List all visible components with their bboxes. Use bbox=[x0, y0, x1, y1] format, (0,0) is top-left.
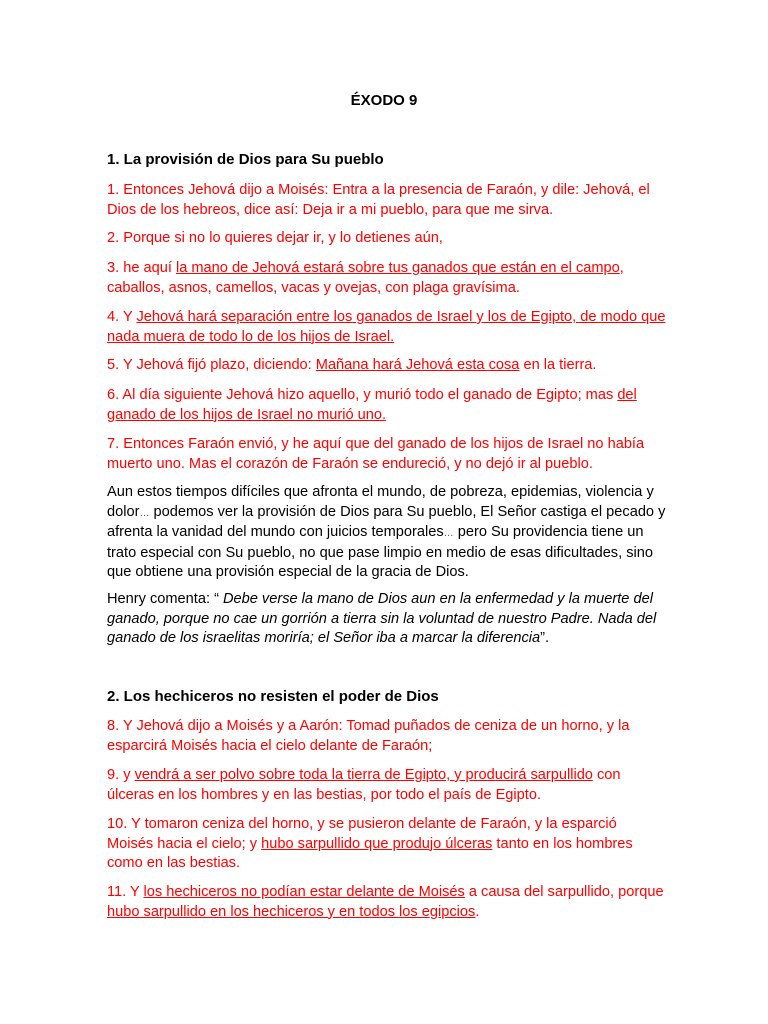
henry-quote-paragraph bbox=[107, 590, 667, 649]
verse-11-end: . bbox=[475, 903, 480, 920]
verse-6-underlined: del ganado de los hijos de Israel no murió uno. bbox=[107, 387, 637, 423]
verse-4 bbox=[107, 308, 667, 347]
verse-11 bbox=[107, 883, 667, 922]
verse-6 bbox=[107, 386, 667, 425]
ellipsis-1: … bbox=[139, 507, 150, 519]
verse-3-rest: , caballos, asnos, camellos, vacas y ovejas, con plaga gravísima. bbox=[107, 260, 624, 296]
commentary-paragraph bbox=[107, 483, 667, 583]
verse-11-underlined-2: hubo sarpullido en los hechiceros y en todos los egipcios bbox=[107, 903, 476, 920]
verse-10-rest: tanto en los hombres como en las bestias. bbox=[107, 835, 633, 872]
page-title: ÉXODO 9 bbox=[350, 92, 418, 109]
verse-5-underlined: Mañana hará Jehová esta cosa bbox=[315, 357, 520, 373]
verse-10 bbox=[107, 815, 667, 874]
verse-9 bbox=[107, 766, 667, 805]
verse-10-underlined: hubo sarpullido que produjo úlceras bbox=[261, 835, 493, 852]
verse-10-number: 10. Y tomaron ceniza del horno, y se pusieron delante de Faraón, y la esparció Moisés hacia el cielo; y bbox=[107, 816, 617, 852]
verse-5-rest: en la tierra. bbox=[519, 357, 597, 373]
section-2-heading: 2. Los hechiceros no resisten el poder de Dios bbox=[107, 688, 439, 705]
verse-9-rest: con úlceras en los hombres y en las bestias, por todo el país de Egipto. bbox=[107, 767, 621, 803]
verse-8: 8. Y Jehová dijo a Moisés y a Aarón: Tomad puñados de ceniza de un horno, y la esparcirá Moisés hacia el cielo delante de Faraón; bbox=[107, 718, 630, 754]
verse-7: 7. Entonces Faraón envió, y he aquí que del ganado de los hijos de Israel no había muerto uno. Mas el corazón de Faraón se endureció, y no dejó ir al pueblo. bbox=[107, 436, 645, 472]
verse-3-number: 3. he aquí bbox=[107, 260, 176, 276]
henry-quote: Debe verse la mano de Dios aun en la enfermedad y la muerte del ganado, porque no cae un gorrión a tierra sin la voluntad de nuestro Padre. Nada del ganado de los israelitas moriría; el Señor iba a marcar la diferencia bbox=[107, 591, 657, 647]
verse-1: 1. Entonces Jehová dijo a Moisés: Entra a la presencia de Faraón, y dile: Jehová, el Dios de los hebreos, dice así: Deja ir a mi pueblo, para que me sirva. bbox=[107, 182, 650, 218]
commentary-text-3: pero Su providencia tiene un trato especial con Su pueblo, no que pase limpio en medio de esas dificultades, sino que obtiene una provisión especial de la gracia de Dios. bbox=[107, 524, 653, 581]
verse-9-underlined: vendrá a ser polvo sobre toda la tierra de Egipto, y producirá sarpullido bbox=[134, 767, 593, 783]
verse-11-number: 11. Y bbox=[107, 884, 144, 900]
section-1-heading: 1. La provisión de Dios para Su pueblo bbox=[107, 151, 384, 168]
verse-6-number: 6. Al día siguiente Jehová hizo aquello, y murió todo el ganado de Egipto; mas bbox=[107, 387, 618, 403]
henry-intro: Henry comenta: “ bbox=[107, 591, 223, 607]
verse-5 bbox=[107, 356, 667, 376]
verse-2: 2. Porque si no lo quieres dejar ir, y lo detienes aún, bbox=[107, 230, 443, 246]
verse-5-number: 5. Y Jehová fijó plazo, diciendo: bbox=[107, 357, 316, 373]
verse-4-underlined: Jehová hará separación entre los ganados de Israel y los de Egipto, de modo que nada muera de todo lo de los hijos de Israel. bbox=[107, 309, 666, 345]
verse-4-number: 4. Y bbox=[107, 309, 137, 325]
verse-9-number: 9. y bbox=[107, 767, 135, 783]
henry-close: ”. bbox=[540, 630, 550, 647]
commentary-text-1: Aun estos tiempos difíciles que afronta el mundo, de pobreza, epidemias, violencia y dolor bbox=[107, 484, 654, 520]
verse-3-underlined: la mano de Jehová estará sobre tus ganados que están en el campo bbox=[175, 260, 620, 276]
verse-11-middle: a causa del sarpullido, porque bbox=[464, 884, 664, 900]
verse-11-underlined-1: los hechiceros no podían estar delante de Moisés bbox=[143, 884, 465, 900]
commentary-text-2: podemos ver la provisión de Dios para Su pueblo, El Señor castiga el pecado y afrenta la vanidad del mundo con juicios temporales bbox=[107, 503, 666, 541]
ellipsis-2: … bbox=[443, 528, 454, 540]
verse-3 bbox=[107, 259, 667, 298]
